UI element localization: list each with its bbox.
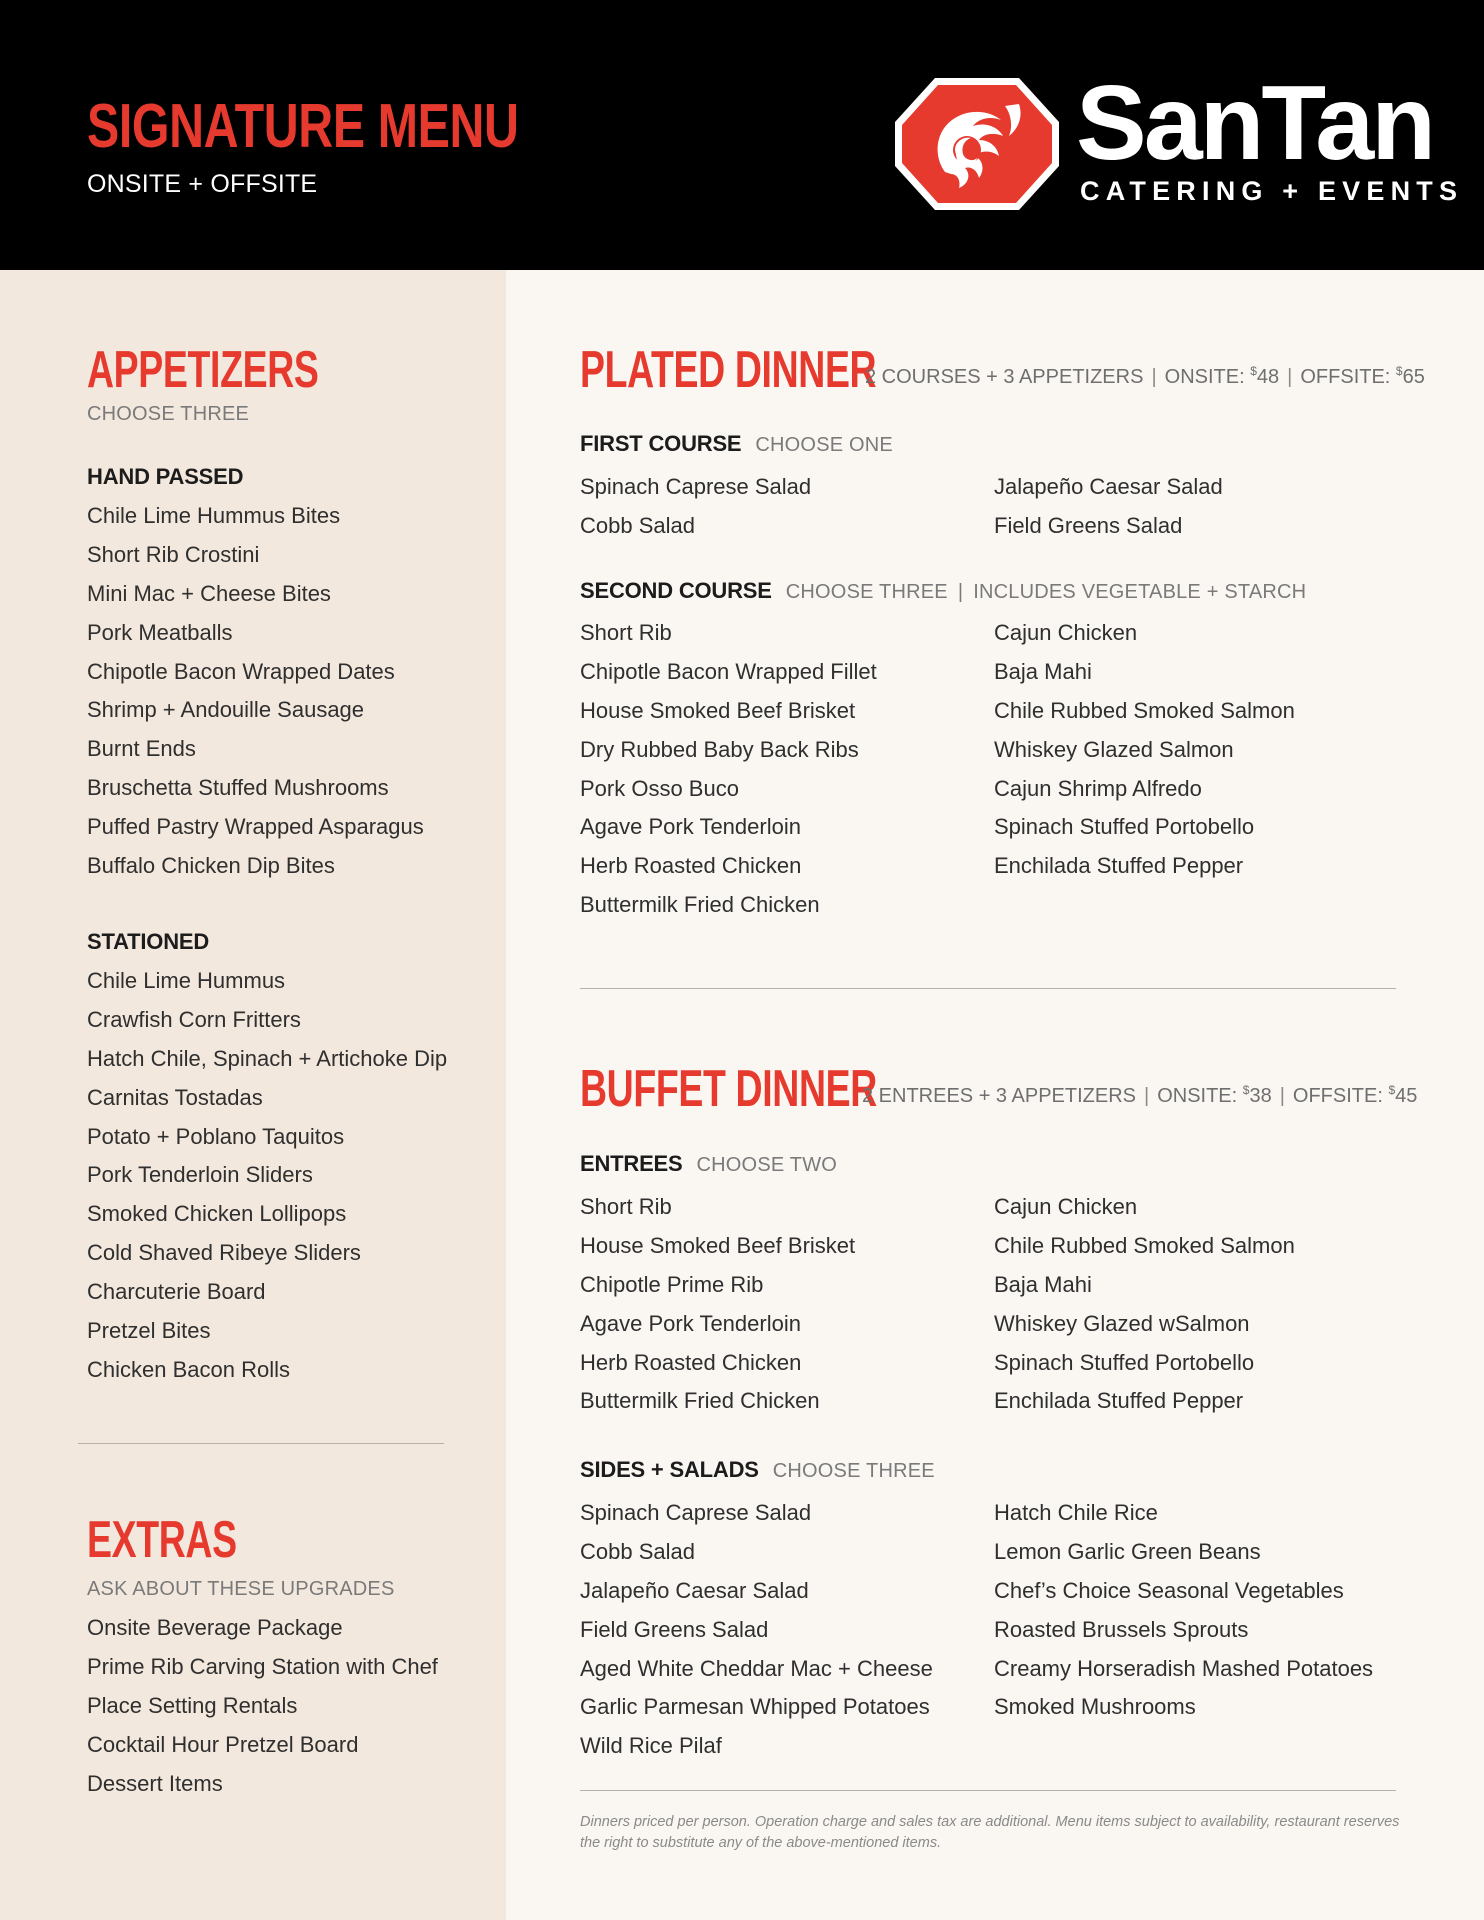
sides-col1 xyxy=(580,1494,933,1766)
second-course-note2: INCLUDES VEGETABLE + STARCH xyxy=(973,581,1307,603)
list-item: Pork Tenderloin Sliders xyxy=(87,1162,313,1188)
plated-onsite-label: ONSITE: xyxy=(1164,366,1251,388)
list-item: Wild Rice Pilaf xyxy=(580,1733,722,1759)
list-item: Shrimp + Andouille Sausage xyxy=(87,697,365,723)
list-item: Chile Lime Hummus xyxy=(87,968,286,993)
list-item: Spinach Stuffed Portobello xyxy=(994,814,1255,840)
list-item: Prime Rib Carving Station with Chef xyxy=(87,1653,438,1679)
menu-subtitle: ONSITE + OFFSITE xyxy=(87,170,318,198)
currency-sign: $ xyxy=(1388,1083,1396,1097)
plated-price-line: 2 COURSES + 3 APPETIZERS | ONSITE: $48 | OFFSITE: $65 xyxy=(865,364,1425,388)
list-item: Place Setting Rentals xyxy=(87,1692,298,1718)
sides-label: SIDES + SALADS xyxy=(580,1457,759,1482)
list-item: Puffed Pastry Wrapped Asparagus xyxy=(87,814,424,840)
buffet-price-line: 2 ENTREES + 3 APPETIZERS | ONSITE: $38 | OFFSITE: $45 xyxy=(862,1083,1418,1107)
first-course-note: CHOOSE ONE xyxy=(755,434,893,456)
list-item: Dry Rubbed Baby Back Ribs xyxy=(580,736,859,762)
appetizers-title: APPETIZERS xyxy=(87,341,319,399)
first-course-heading xyxy=(580,431,893,457)
currency-sign: $ xyxy=(1250,364,1257,378)
extras-note: ASK ABOUT THESE UPGRADES xyxy=(87,1578,395,1600)
list-item: Crawfish Corn Fritters xyxy=(87,1006,301,1032)
list-item: Chile Lime Hummus Bites xyxy=(87,503,341,528)
list-item: Chicken Bacon Rolls xyxy=(87,1356,290,1382)
plated-onsite-price: 48 xyxy=(1256,366,1280,388)
plated-offsite-price: 65 xyxy=(1402,366,1425,388)
list-item: Cold Shaved Ribeye Sliders xyxy=(87,1240,361,1266)
stationed-list xyxy=(87,962,447,1390)
list-item: Charcuterie Board xyxy=(87,1279,266,1305)
list-item: Short Rib Crostini xyxy=(87,541,260,567)
buffet-onsite-label: ONSITE: xyxy=(1157,1085,1243,1107)
list-item: Smoked Chicken Lollipops xyxy=(87,1201,347,1227)
first-course-col1 xyxy=(580,468,811,546)
buffet-onsite-price: 38 xyxy=(1249,1085,1272,1107)
currency-sign: $ xyxy=(1242,1083,1250,1097)
buffet-offsite-label: OFFSITE: xyxy=(1292,1085,1389,1107)
list-item: Chile Rubbed Smoked Salmon xyxy=(994,1232,1295,1258)
first-course-label: FIRST COURSE xyxy=(580,431,742,456)
list-item: Agave Pork Tenderloin xyxy=(580,814,801,840)
list-item: Herb Roasted Chicken xyxy=(580,853,802,879)
list-item: Dessert Items xyxy=(87,1770,223,1796)
entrees-label: ENTREES xyxy=(580,1151,683,1176)
list-item: Potato + Poblano Taquitos xyxy=(87,1123,345,1149)
list-item: Field Greens Salad xyxy=(994,512,1183,538)
first-course-col2 xyxy=(994,468,1223,546)
list-item: Chipotle Bacon Wrapped Dates xyxy=(87,658,395,684)
list-item: Burnt Ends xyxy=(87,736,196,762)
list-item: Aged White Cheddar Mac + Cheese xyxy=(580,1655,933,1681)
list-item: Jalapeño Caesar Salad xyxy=(580,1577,809,1603)
list-item: Whiskey Glazed Salmon xyxy=(994,736,1234,762)
list-item: Spinach Caprese Salad xyxy=(580,1500,812,1525)
left-divider xyxy=(78,1443,444,1444)
list-item: Buttermilk Fried Chicken xyxy=(580,1388,820,1414)
list-item: Pork Osso Buco xyxy=(580,775,739,801)
list-item: Pretzel Bites xyxy=(87,1318,211,1344)
plated-offsite-label: OFFSITE: xyxy=(1300,366,1396,388)
list-item: Onsite Beverage Package xyxy=(87,1615,343,1640)
buffet-dinner-title: BUFFET DINNER xyxy=(580,1060,877,1118)
list-item: Jalapeño Caesar Salad xyxy=(994,474,1223,499)
list-item: Pork Meatballs xyxy=(87,619,233,645)
plated-info: 2 COURSES + 3 APPETIZERS xyxy=(865,366,1144,388)
sides-col2 xyxy=(994,1494,1373,1727)
separator: | xyxy=(957,581,964,603)
sides-heading xyxy=(580,1457,935,1483)
buffet-info: 2 ENTREES + 3 APPETIZERS xyxy=(862,1085,1136,1107)
list-item: Hatch Chile, Spinach + Artichoke Dip xyxy=(87,1045,448,1071)
list-item: Baja Mahi xyxy=(994,1271,1092,1297)
second-course-label: SECOND COURSE xyxy=(580,578,772,603)
stationed-heading: STATIONED xyxy=(87,929,210,954)
list-item: Short Rib xyxy=(580,1194,672,1219)
header-bar xyxy=(0,0,1484,270)
second-course-col1 xyxy=(580,614,877,925)
entrees-col2 xyxy=(994,1188,1295,1421)
entrees-heading xyxy=(580,1151,837,1177)
list-item: Buttermilk Fried Chicken xyxy=(580,892,820,918)
list-item: Baja Mahi xyxy=(994,658,1092,684)
list-item: Roasted Brussels Sprouts xyxy=(994,1616,1249,1642)
list-item: Enchilada Stuffed Pepper xyxy=(994,853,1244,879)
hand-passed-heading: HAND PASSED xyxy=(87,464,244,489)
entrees-note: CHOOSE TWO xyxy=(696,1154,838,1176)
list-item: Garlic Parmesan Whipped Potatoes xyxy=(580,1694,930,1720)
second-course-heading xyxy=(580,578,1306,604)
phoenix-logo-icon xyxy=(893,76,1061,212)
list-item: Carnitas Tostadas xyxy=(87,1084,263,1110)
list-item: Lemon Garlic Green Beans xyxy=(994,1538,1261,1564)
extras-list xyxy=(87,1609,438,1803)
list-item: Smoked Mushrooms xyxy=(994,1694,1196,1720)
list-item: Chipotle Bacon Wrapped Fillet xyxy=(580,658,877,684)
list-item: Whiskey Glazed wSalmon xyxy=(994,1310,1250,1336)
list-item: Spinach Stuffed Portobello xyxy=(994,1349,1255,1375)
brand-name: SanTan xyxy=(1076,64,1433,182)
footnote: Dinners priced per person. Operation charge and sales tax are additional. Menu items subject to availability, restaurant reserves the right to substitute any of the above-mentioned items. xyxy=(580,1814,1400,1851)
list-item: Cocktail Hour Pretzel Board xyxy=(87,1731,359,1757)
menu-title: SIGNATURE MENU xyxy=(87,92,519,161)
section-divider xyxy=(580,988,1396,989)
list-item: Herb Roasted Chicken xyxy=(580,1349,802,1375)
footer-divider xyxy=(580,1790,1396,1791)
currency-sign: $ xyxy=(1395,364,1403,378)
list-item: Chipotle Prime Rib xyxy=(580,1271,764,1297)
list-item: Buffalo Chicken Dip Bites xyxy=(87,853,335,879)
list-item: Field Greens Salad xyxy=(580,1616,769,1642)
list-item: Cajun Shrimp Alfredo xyxy=(994,775,1202,801)
list-item: Cajun Chicken xyxy=(994,1194,1138,1219)
list-item: House Smoked Beef Brisket xyxy=(580,1232,856,1258)
list-item: Short Rib xyxy=(580,620,672,645)
entrees-col1 xyxy=(580,1188,855,1421)
brand-tagline: CATERING + EVENTS xyxy=(1080,176,1464,206)
list-item: House Smoked Beef Brisket xyxy=(580,697,856,723)
list-item: Cobb Salad xyxy=(580,512,695,538)
list-item: Mini Mac + Cheese Bites xyxy=(87,580,331,606)
buffet-offsite-price: 45 xyxy=(1395,1085,1418,1107)
extras-title: EXTRAS xyxy=(87,1511,237,1569)
list-item: Enchilada Stuffed Pepper xyxy=(994,1388,1244,1414)
list-item: Hatch Chile Rice xyxy=(994,1500,1158,1525)
list-item: Cobb Salad xyxy=(580,1538,695,1564)
list-item: Chile Rubbed Smoked Salmon xyxy=(994,697,1295,723)
list-item: Agave Pork Tenderloin xyxy=(580,1310,801,1336)
list-item: Creamy Horseradish Mashed Potatoes xyxy=(994,1655,1374,1681)
sides-note: CHOOSE THREE xyxy=(772,1460,935,1482)
hand-passed-list xyxy=(87,497,424,886)
list-item: Cajun Chicken xyxy=(994,620,1138,645)
second-course-col2 xyxy=(994,614,1295,886)
list-item: Spinach Caprese Salad xyxy=(580,474,812,499)
list-item: Chef’s Choice Seasonal Vegetables xyxy=(994,1577,1344,1603)
plated-dinner-title: PLATED DINNER xyxy=(580,341,877,399)
list-item: Bruschetta Stuffed Mushrooms xyxy=(87,775,389,801)
second-course-note: CHOOSE THREE xyxy=(785,581,948,603)
appetizers-note: CHOOSE THREE xyxy=(87,403,250,425)
